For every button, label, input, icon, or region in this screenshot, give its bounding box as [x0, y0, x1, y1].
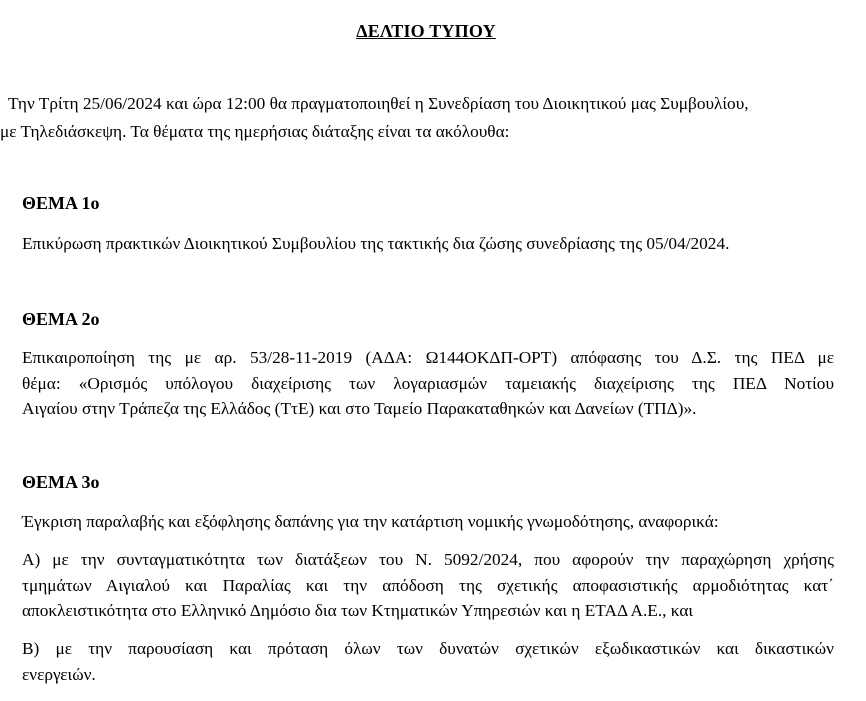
- topic-2-line: θέμα: «Ορισμός υπόλογου διαχείρισης των λογαριασμών ταμειακής διαχείρισης της ΠΕΔ Νοτίου: [22, 373, 834, 393]
- topic-3-item-a: [22, 547, 834, 624]
- topic-3-item-b-line: Β) με την παρουσίαση και πρόταση όλων των δυνατών σχετικών εξωδικαστικών και δικαστικών: [22, 639, 834, 658]
- topic-3-heading: ΘΕΜΑ 3ο: [22, 472, 100, 492]
- intro-paragraph: [0, 90, 856, 146]
- topic-3-intro: [22, 509, 834, 535]
- topic-2-line: Επικαιροποίηση της με αρ. 53/28-11-2019 (ΑΔΑ: Ω144ΟΚΔΠ-ΟΡΤ) απόφασης του Δ.Σ. της ΠΕΔ με: [22, 348, 834, 367]
- topic-3-intro-line: Έγκριση παραλαβής και εξόφλησης δαπάνης για την κατάρτιση νομικής γνωμοδότησης, αναφορικά:: [22, 512, 719, 531]
- topic-3-item-b: [22, 636, 834, 687]
- topic-3-item-a-line: Α) με την συνταγματικότητα των διατάξεων του Ν. 5092/2024, που αφορούν την παραχώρηση χρήσης: [22, 550, 834, 569]
- topic-3-item-a-line: τμημάτων Αιγιαλού και Παραλίας και την απόδοση της σχετικής αποφασιστικής αρμοδιότητας κατ΄: [22, 575, 834, 595]
- topic-2-heading: ΘΕΜΑ 2ο: [22, 309, 100, 329]
- intro-line: Την Τρίτη 25/06/2024 και ώρα 12:00 θα πραγματοποιηθεί η Συνεδρίαση του Διοικητικού μας Συμβουλίου,: [8, 94, 749, 113]
- topic-1-text: [22, 231, 834, 257]
- page-title: ΔΕΛΤΙΟ ΤΥΠΟΥ: [356, 21, 496, 41]
- topic-1-heading: ΘΕΜΑ 1ο: [22, 193, 100, 213]
- topic-1-line: Επικύρωση πρακτικών Διοικητικού Συμβουλίου της τακτικής δια ζώσης συνεδρίασης της 05/04/2024.: [22, 234, 730, 253]
- intro-line: με Τηλεδιάσκεψη. Τα θέματα της ημερήσιας διάταξης είναι τα ακόλουθα:: [0, 122, 510, 141]
- topic-2-line: Αιγαίου στην Τράπεζα της Ελλάδος (ΤτΕ) και στο Ταμείο Παρακαταθηκών και Δανείων (ΤΠΔ)».: [22, 399, 697, 418]
- topic-2-text: [22, 345, 834, 422]
- topic-3-item-b-line: ενεργειών.: [22, 664, 96, 684]
- topic-3-item-a-line: αποκλειστικότητα στο Ελληνικό Δημόσιο δια των Κτηματικών Υπηρεσιών και η ΕΤΑΔ Α.Ε., και: [22, 601, 694, 620]
